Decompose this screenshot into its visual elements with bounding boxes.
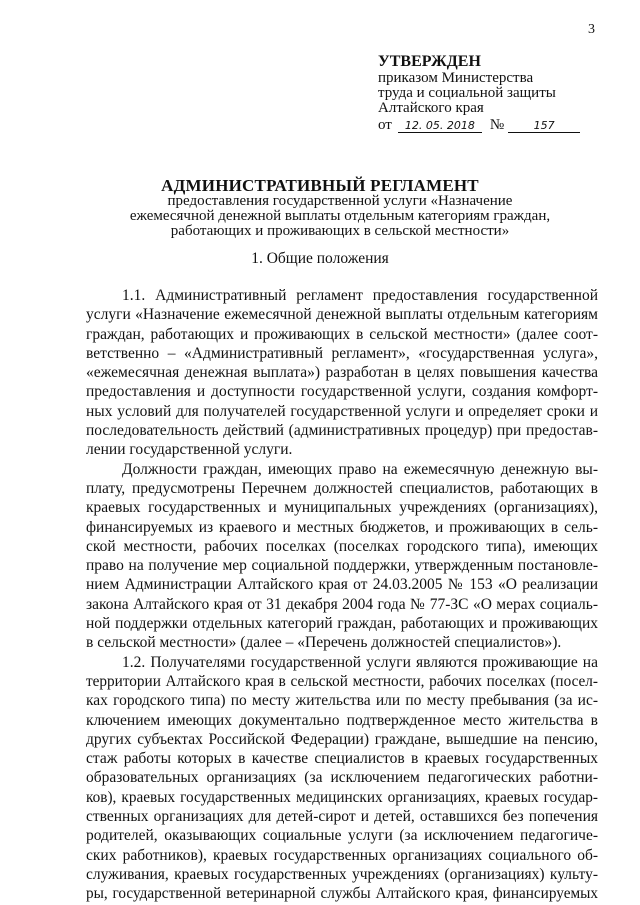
body-text-line: «ежемесячная денежная выплата») разработан в целях повышения качества <box>86 364 598 382</box>
body-text-line: в сельской местности» (далее – «Перечень должностей специалистов»). <box>86 634 562 652</box>
handwritten-number: 157 <box>508 119 580 133</box>
subtitle-line: ежемесячной денежной выплаты отдельным категориям граждан, <box>129 208 551 224</box>
body-text-line: стаж работы которых в качестве специалистов в краевых государственных <box>86 750 598 768</box>
document-title: АДМИНИСТРАТИВНЫЙ РЕГЛАМЕНТ <box>161 176 479 195</box>
body-text-line: ственных организациях для детей-сирот и детей, оставшихся без попечения <box>86 808 598 826</box>
section-heading: 1. Общие положения <box>251 250 389 267</box>
body-text-line: услуги «Назначение ежемесячной денежной выплаты отдельным категориям <box>86 306 598 324</box>
body-text-line: ских работников), краевых государственных организациях социального об- <box>86 846 598 864</box>
body-text-line: образовательных организациях (за исключением педагогических работни- <box>86 769 598 787</box>
body-text-line: 1.2. Получателями государственной услуги являются проживающие на <box>122 653 598 671</box>
body-text-line: ных условий для получателей государственной услуги и определяет сроки и <box>86 402 598 420</box>
body-text-line: лении государственной услуги. <box>86 441 293 459</box>
approval-line: приказом Министерства <box>378 70 534 86</box>
approval-line: труда и социальной защиты <box>378 85 556 101</box>
body-text-line: ках городского типа) по месту жительства или по месту пребывания (за ис- <box>86 692 598 710</box>
approval-heading: УТВЕРЖДЕН <box>378 53 481 70</box>
body-text-line: служивания, краевых государственных учреждениях (организациях) культу- <box>86 865 598 883</box>
body-text-line: 1.1. Административный регламент предоставления государственной <box>122 287 598 304</box>
page-number: 3 <box>588 22 595 37</box>
body-text-line: предоставления и доступности государственной услуги, создания комфорт- <box>86 383 598 401</box>
body-text-line: других субъектах Российской Федерации) граждане, вышедшие на пенсию, <box>86 730 598 748</box>
body-text-line: нием Администрации Алтайского края от 24.03.2005 № 153 «О реализации <box>86 576 598 594</box>
body-text-line: ской местности, рабочих поселках (поселках городского типа), имеющих <box>86 537 598 555</box>
body-text-line: финансируемых из краевого и местных бюджетов, и проживающих в сель- <box>86 518 598 536</box>
body-text-line: граждан, работающих и проживающих в сельской местности» (далее соот- <box>86 325 598 343</box>
body-text-line: краевых государственных и муниципальных учреждениях (организациях), <box>86 499 598 517</box>
body-text-line: право на получение мер социальной поддержки, утвержденным постановле- <box>86 557 598 575</box>
body-text-line: последовательность действий (административных процедур) при предостав- <box>86 422 598 440</box>
number-label: № <box>489 117 505 133</box>
body-text-line: плату, предусмотрены Перечнем должностей специалистов, работающих в <box>86 479 598 497</box>
body-text-line: ной поддержки отдельных категорий граждан, работающих и проживающих <box>86 615 598 633</box>
body-text-line: ключением имеющих документально подтвержденное место жительства в <box>86 711 598 729</box>
date-prefix: от <box>378 117 392 133</box>
body-text-line: ков), краевых государственных медицинских организациях, краевых государ- <box>86 788 598 806</box>
body-text-line: закона Алтайского края от 31 декабря 2004 года № 77-ЗС «О мерах социаль- <box>86 595 598 613</box>
body-text-line: Должности граждан, имеющих право на ежемесячную денежную вы- <box>122 460 598 478</box>
subtitle-line: предоставления государственной услуги «Назначение <box>167 193 513 209</box>
body-text <box>86 286 598 904</box>
approval-line: Алтайского края <box>378 100 484 116</box>
approval-stamp-block <box>378 54 618 133</box>
approval-date-number-row <box>378 118 618 133</box>
body-text-line: ветственно – «Административный регламент», «государственная услуга», <box>86 344 598 362</box>
body-text-line: ры, государственной ветеринарной службы Алтайского края, финансируемых <box>86 885 598 903</box>
document-subtitle <box>110 194 570 239</box>
body-text-line: территории Алтайского края в сельской местности, рабочих поселках (посел- <box>86 672 598 690</box>
handwritten-date: 12. 05. 2018 <box>398 119 482 133</box>
subtitle-line: работающих и проживающих в сельской местности» <box>170 223 510 239</box>
body-text-line: родителей, оказывающих социальные услуги (за исключением педагогиче- <box>86 827 598 845</box>
